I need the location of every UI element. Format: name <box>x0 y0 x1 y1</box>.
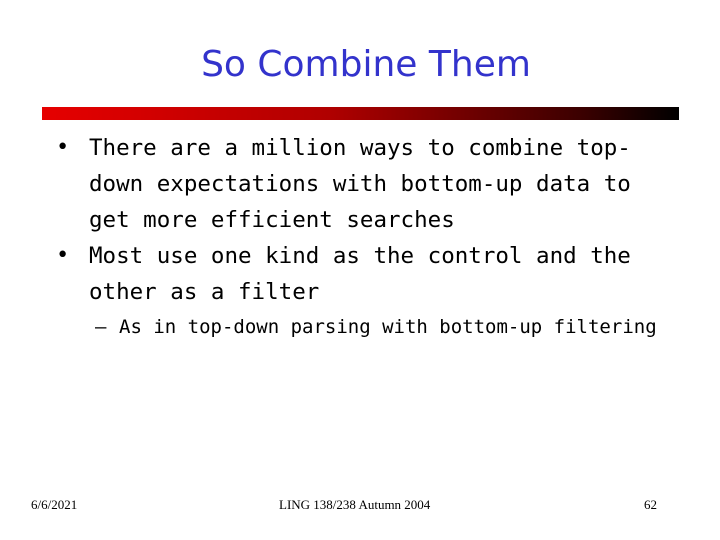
slide-title: So Combine Them <box>201 44 531 85</box>
bullet-line: Most use one kind as the control and the <box>89 243 631 269</box>
bullet-marker: • <box>56 135 70 160</box>
bullet-list <box>56 130 696 310</box>
bullet-line: get more efficient searches <box>89 207 455 233</box>
bullet-line: other as a filter <box>89 279 320 305</box>
footer-date: 6/6/2021 <box>31 497 78 512</box>
bullet-line: There are a million ways to combine top- <box>89 135 631 161</box>
sub-bullet-text: As in top-down parsing with bottom-up filtering <box>119 316 657 338</box>
bullet-marker: • <box>56 243 70 268</box>
bullet-item <box>56 130 696 238</box>
footer-course: LING 138/238 Autumn 2004 <box>279 497 431 512</box>
sub-bullet-marker: – <box>95 316 107 338</box>
sub-bullet <box>95 312 715 342</box>
footer-page-number: 62 <box>644 497 657 512</box>
title-divider <box>42 107 679 120</box>
bullet-line: down expectations with bottom-up data to <box>89 171 631 197</box>
bullet-item <box>56 238 696 310</box>
